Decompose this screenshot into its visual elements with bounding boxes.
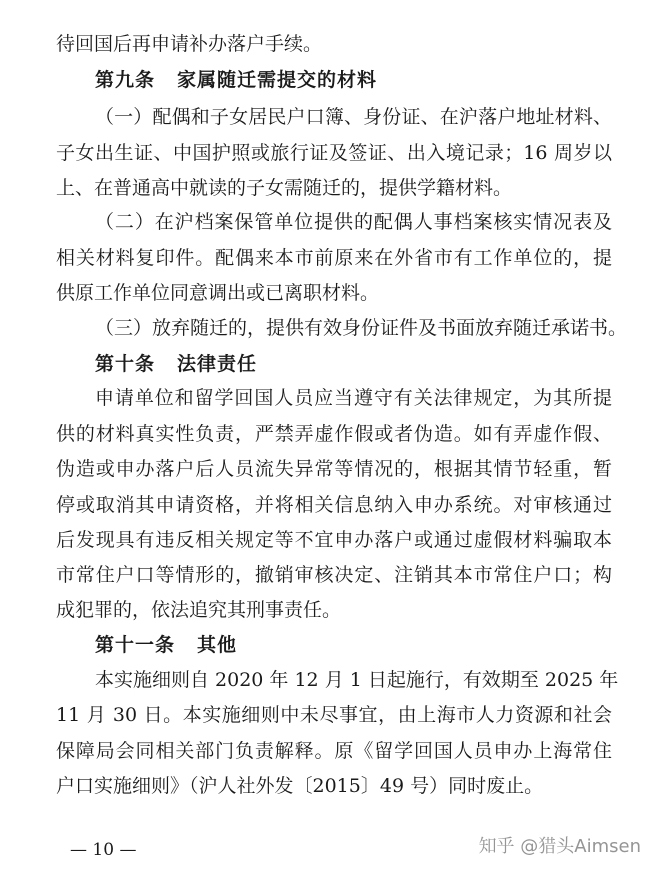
article-9-heading (95, 62, 377, 98)
article-10-heading (95, 346, 257, 382)
paragraph-line: （一）配偶和子女居民户口簿、身份证、在沪落户地址材料、 (95, 106, 612, 128)
paragraph-line: 11 月 30 日。本实施细则中未尽事宜，由上海市人力资源和社会 (56, 704, 612, 726)
paragraph-line: 相关材料复印件。配偶来本市前原来在外省市有工作单位的，提 (56, 247, 612, 269)
paragraph-line: 申请单位和留学回国人员应当遵守有关法律规定，为其所提 (95, 387, 612, 409)
paragraph-line: 上、在普通高中就读的子女需随迁的，提供学籍材料。 (56, 177, 513, 199)
article-11-heading (95, 627, 237, 663)
paragraph-line: 户口实施细则》（沪人社外发〔2015〕49 号）同时废止。 (56, 775, 544, 797)
page-number: — 10 — (70, 840, 137, 860)
article-number: 第十一条 (95, 634, 176, 656)
paragraph-line: 子女出生证、中国护照或旅行证及签证、出入境记录；16 周岁以 (56, 142, 612, 164)
paragraph-line: 供原工作单位同意调出或已离职材料。 (56, 282, 380, 304)
paragraph-line: （二）在沪档案保管单位提供的配偶人事档案核实情况表及 (95, 211, 612, 233)
article-number: 第九条 (95, 69, 156, 91)
article-number: 第十条 (95, 353, 156, 375)
article-title: 其他 (197, 634, 238, 656)
paragraph-line: 供的材料真实性负责，严禁弄虚作假或者伪造。如有弄虚作假、 (56, 423, 612, 445)
paragraph-line: 伪造或申办落户后人员流失异常等情况的，根据其情节轻重，暂 (56, 458, 612, 480)
paragraph-line: 后发现具有违反相关规定等不宜申办落户或通过虚假材料骗取本 (56, 529, 612, 551)
paragraph-line: （三）放弃随迁的，提供有效身份证件及书面放弃随迁承诺书。 (95, 317, 628, 339)
paragraph-line: 停或取消其申请资格，并将相关信息纳入申办系统。对审核通过 (56, 494, 612, 516)
article-title: 家属随迁需提交的材料 (177, 69, 378, 91)
paragraph-line: 成犯罪的，依法追究其刑事责任。 (56, 599, 342, 621)
paragraph-line: 本实施细则自 2020 年 12 月 1 日起施行，有效期至 2025 年 (95, 669, 619, 691)
watermark: 知乎 @猎头Aimsen (478, 836, 641, 857)
paragraph-line: 保障局会同相关部门负责解释。原《留学回国人员申办上海常住 (56, 740, 612, 762)
paragraph-line: 市常住户口等情形的，撤销审核决定、注销其本市常住户口；构 (56, 564, 612, 586)
paragraph-line: 待回国后再申请补办落户手续。 (56, 33, 323, 55)
article-title: 法律责任 (177, 353, 258, 375)
